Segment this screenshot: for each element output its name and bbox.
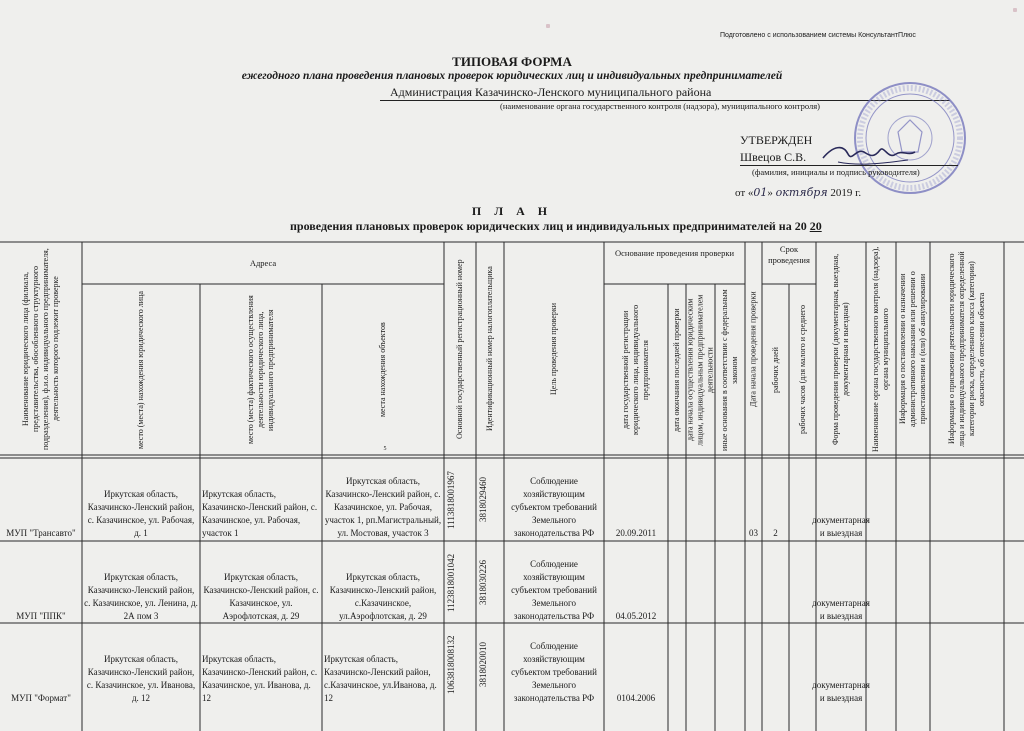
row-inn: 3818029460 <box>478 477 488 523</box>
form-subtitle: ежегодного плана проведения плановых проверок юридических лиц и индивидуальных предпринимателей <box>241 70 783 82</box>
organ-name: Администрация Казачинско-Ленского муниципального района <box>380 85 950 101</box>
header-addr-objects-note: 5 <box>383 446 387 452</box>
date-prefix: от « <box>735 187 754 199</box>
row-ogrn: 1063818008132 <box>446 635 456 695</box>
date-day: 01 <box>753 186 768 199</box>
row-inn: 3818020010 <box>478 642 488 688</box>
row-addr-actual: Иркутская область, Казачинско-Ленский район, с. Казачинское, ул. Рабочая, участок 1 <box>202 489 318 538</box>
approver-name: Швецов С.В. <box>740 150 958 166</box>
header-purpose: Цель проведения проверки <box>549 302 558 396</box>
row-form: документарная и выездная <box>812 680 870 703</box>
row-name: МУП "Формат" <box>11 693 71 703</box>
approved-label: УТВЕРЖДЕН <box>740 133 813 147</box>
date-year: 2019 г. <box>830 187 862 199</box>
row-reg-date: 20.09.2011 <box>615 528 657 538</box>
header-organ: Наименование органа государственного контроля (надзора), органа муниципального <box>871 246 890 452</box>
header-basis-other: иные основания в соответствии с федеральным законом <box>720 289 739 451</box>
row-start <box>745 541 762 623</box>
row-name: МУП "Трансавто" <box>6 528 76 538</box>
row-purpose: Соблюдение хозяйствующим субъектом требований Земельного законодательства РФ <box>511 559 597 621</box>
row-addr-actual: Иркутская область, Казачинско-Ленский район, с. Казачинское, ул. Иванова, д. 12 <box>202 654 318 703</box>
row-addr-actual: Иркутская область, Казачинско-Ленский район, с. Казачинское, ул. Аэрофлотская, д. 29 <box>203 572 319 621</box>
approver-caption: (фамилия, инициалы и подпись руководителя) <box>752 167 920 177</box>
plan-title: П Л А Н <box>471 204 553 218</box>
scan-mark <box>1013 8 1017 12</box>
organ-caption: (наименование органа государственного контроля (надзора), муниципального контроля) <box>500 101 820 111</box>
header-decision: Информация о постановлении о назначении административного наказания или решении о приостановлении и (или) об аннулировании <box>898 271 927 427</box>
system-note: Подготовлено с использованием системы КонсультантПлюс <box>720 32 916 39</box>
header-dur-days: рабочих дней <box>771 347 780 393</box>
row-ogrn: 1123818001042 <box>446 553 456 613</box>
row-start: 03 <box>749 528 758 538</box>
header-duration: Срок проведения <box>768 244 810 265</box>
row-name: МУП "ППК" <box>16 611 66 621</box>
header-addr-legal: место (места) нахождения юридического лица <box>136 291 145 449</box>
row-inn: 3818030226 <box>478 560 488 606</box>
row-days: 2 <box>773 528 778 538</box>
row-form: документарная и выездная <box>812 515 870 538</box>
header-status: Информация о присвоении деятельности юридического лица и индивидуального предпринимателя определенной категории риска, определенного класса (категории) опасности, об отнесении объекта <box>947 251 986 447</box>
plan-year: 20 <box>809 219 822 233</box>
header-basis-reg: дата государственной регистрации юридического лица, индивидуального предпринимателя <box>621 304 650 436</box>
header-addr-objects: места нахождения объектов <box>378 322 387 418</box>
row-start <box>745 623 762 705</box>
row-addr-legal: Иркутская область, Казачинско-Ленский район, с. Казачинское, ул. Рабочая, д. 1 <box>87 489 195 538</box>
header-name: Наименование юридического лица (филиала, представительства, обособленного структурного подразделения), ф.и.о. индивидуального предпринимателя, деятельность которого подлежит проверке <box>21 248 60 450</box>
row-days <box>762 623 789 705</box>
header-basis-last: дата окончания последней проверки <box>672 308 681 432</box>
row-purpose: Соблюдение хозяйствующим субъектом требований Земельного законодательства РФ <box>511 641 597 703</box>
header-addr-actual: место (места) фактического осуществления деятельности юридического лица, индивидуального предпринимателя <box>246 295 275 445</box>
row-addr-legal: Иркутская область, Казачинско-Ленский район, с. Казачинское, ул. Ленина, д. 2А пом 3 <box>84 572 198 621</box>
header-inn: Идентификационный номер налогоплательщика <box>485 266 494 432</box>
header-dur-hours: рабочих часов (для малого и среднего <box>798 305 807 435</box>
header-addresses: Адреса <box>249 258 277 268</box>
header-basis: Основание проведения проверки <box>615 248 734 258</box>
row-addr-objects: Иркутская область, Казачинско-Ленский район, с. Казачинское, ул. Рабочая, участок 1, рп.Магистральный, ул. Мостовая, участок 3 <box>324 476 442 538</box>
row-reg-date: 0104.2006 <box>616 693 656 703</box>
row-reg-date: 04.05.2012 <box>615 611 657 621</box>
date-mid: » <box>767 187 773 199</box>
plan-subtitle-text: проведения плановых проверок юридических лиц и индивидуальных предпринимателей на 20 <box>290 219 807 233</box>
row-form: документарная и выездная <box>812 598 870 621</box>
row-ogrn: 1113818001967 <box>446 471 456 529</box>
header-form: Форма проведения проверки (документарная, выездная, документарная и выездная) <box>831 253 850 445</box>
row-addr-objects: Иркутская область, Казачинско-Ленский район, с.Казачинское, ул.Иванова, д. 12 <box>324 654 437 703</box>
date-month: октября <box>775 186 828 199</box>
scan-mark <box>546 24 550 28</box>
header-basis-start: дата начала осуществления юридическим лицом, индивидуальным предпринимателем деятельности <box>685 294 715 446</box>
header-start-date: Дата начала проведения проверки <box>748 291 758 407</box>
row-addr-legal: Иркутская область, Казачинско-Ленский район, с. Казачинское, ул. Иванова, д. 12 <box>86 654 196 703</box>
row-addr-objects: Иркутская область, Казачинско-Ленский район, с.Казачинское, ул.Аэрофлотская, д. 29 <box>329 572 437 621</box>
row-days <box>762 541 789 623</box>
row-purpose: Соблюдение хозяйствующим субъектом требований Земельного законодательства РФ <box>511 476 597 538</box>
form-title: ТИПОВАЯ ФОРМА <box>452 54 572 69</box>
header-ogrn: Основной государственный регистрационный номер <box>455 259 464 439</box>
